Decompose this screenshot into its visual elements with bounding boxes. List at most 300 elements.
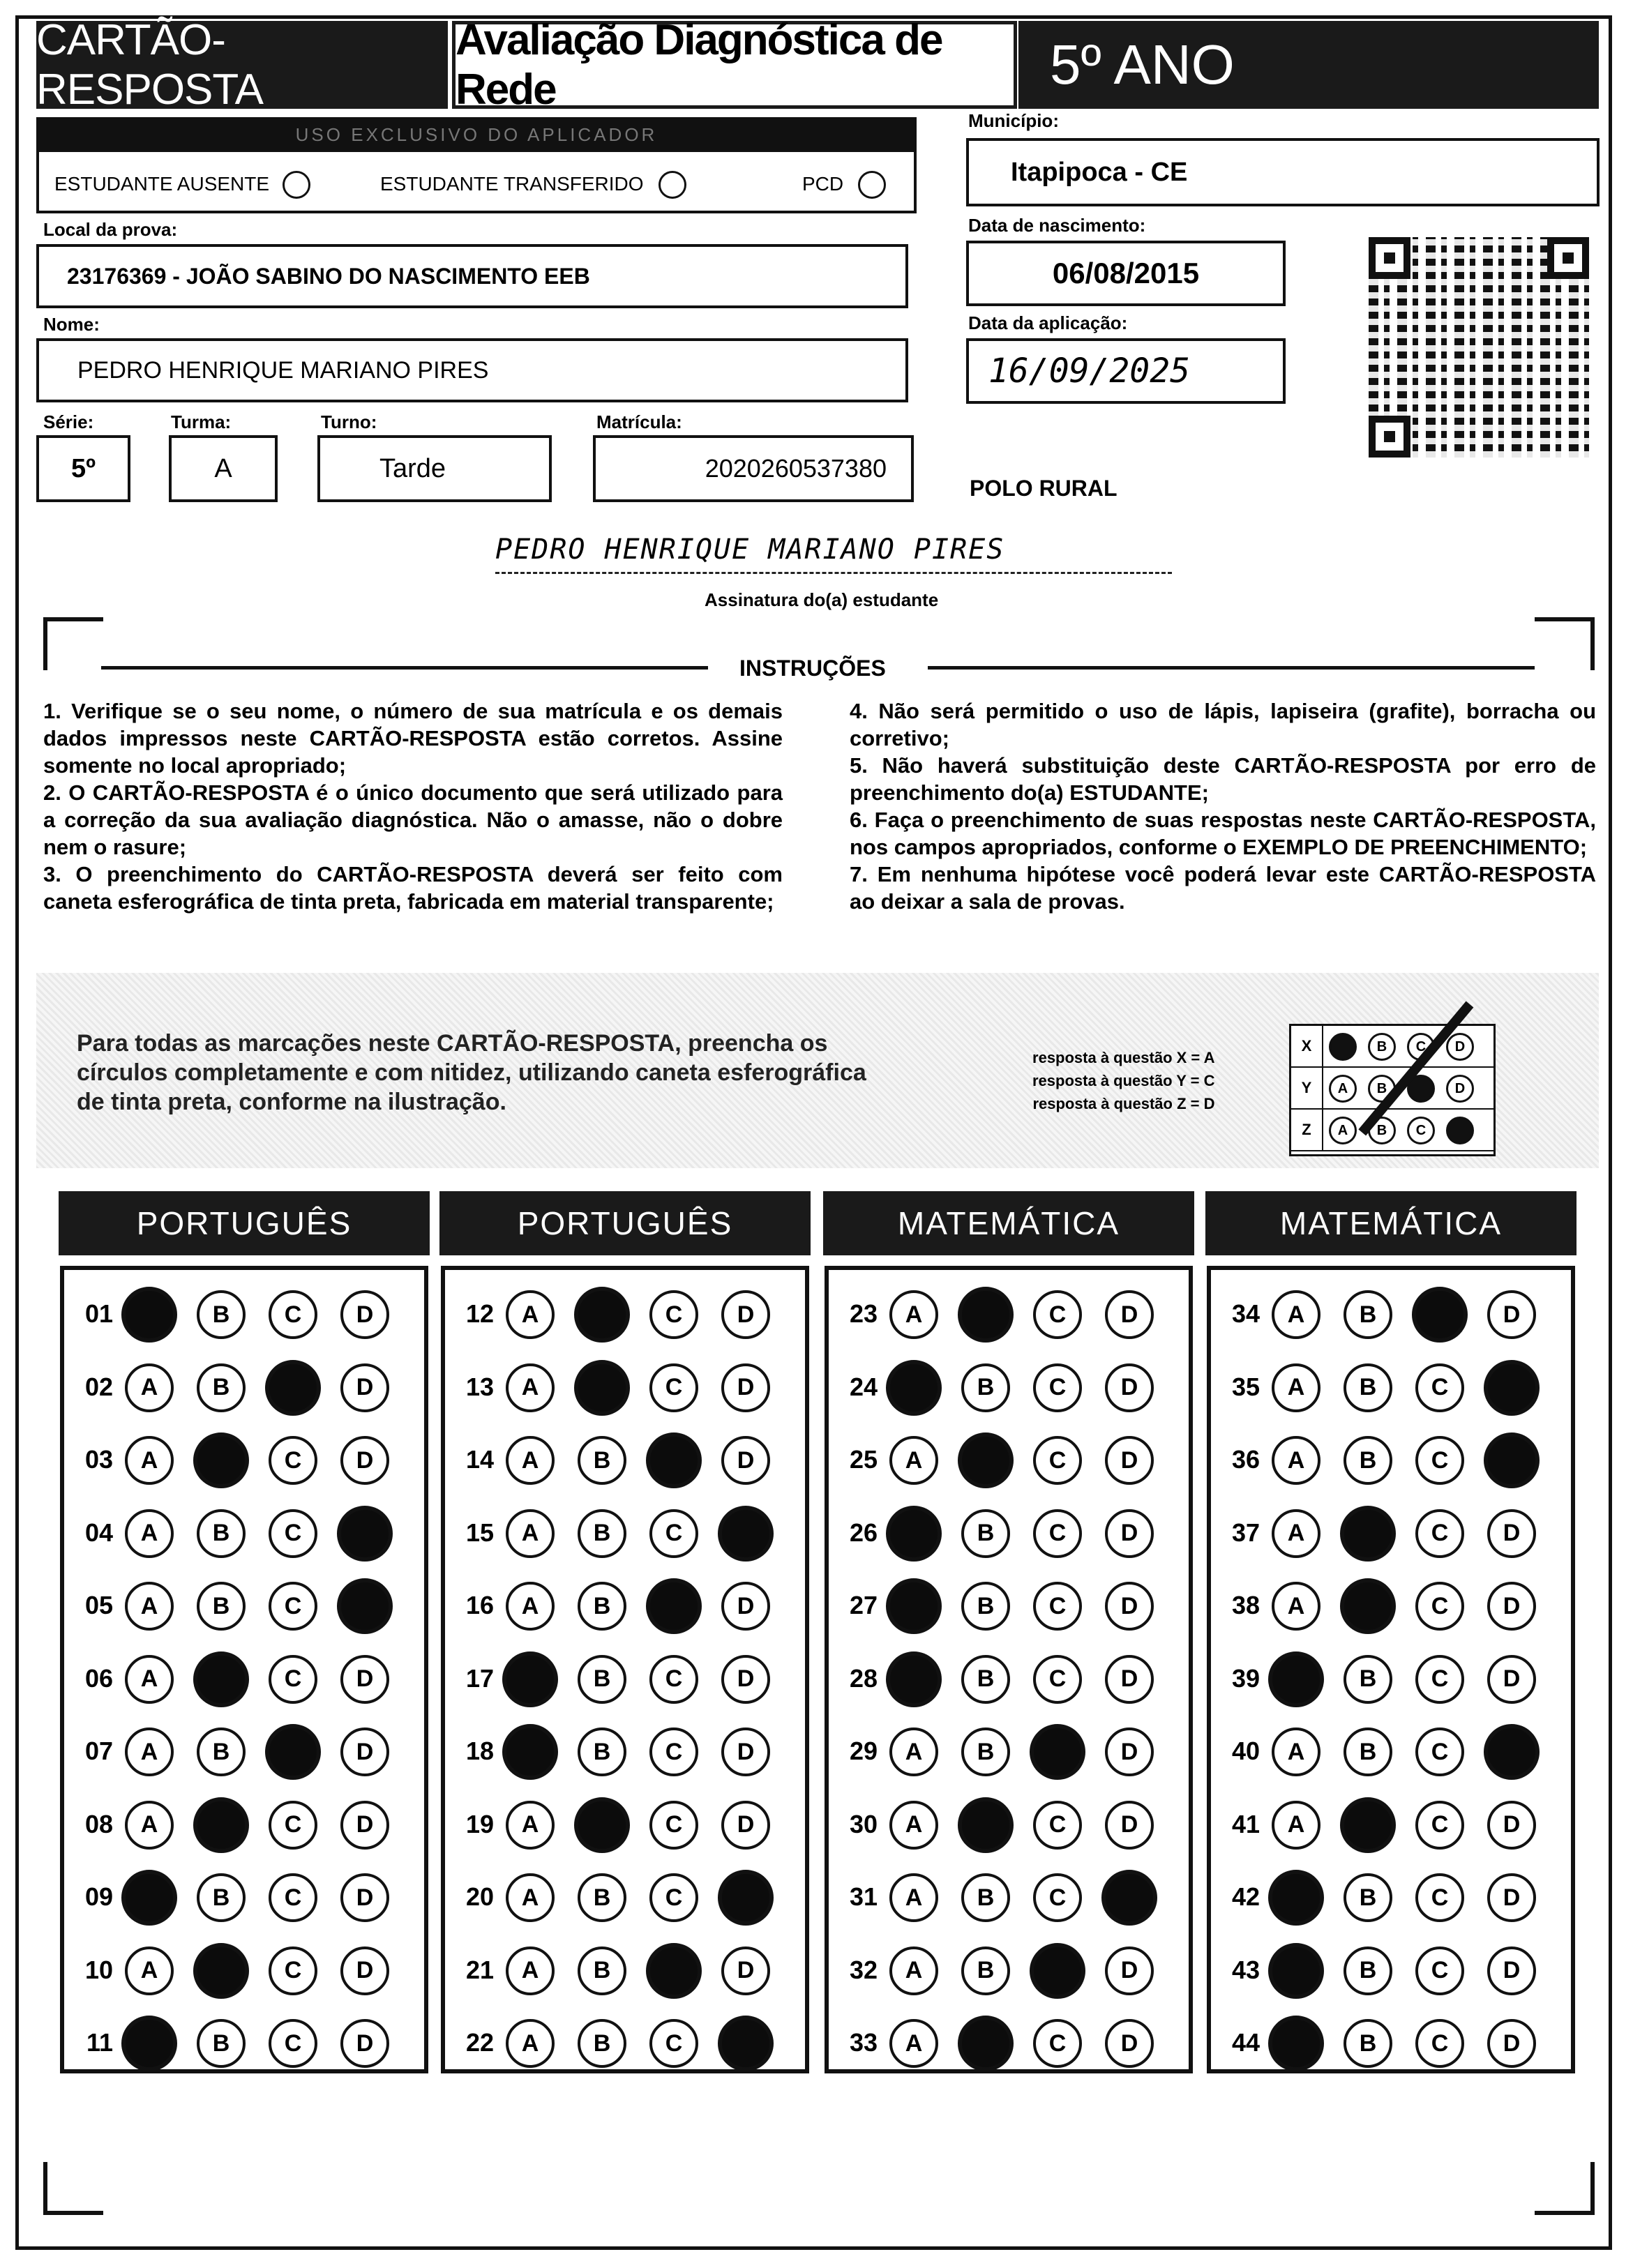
question-number: 17: [465, 1663, 494, 1693]
answer-bubble-02-b[interactable]: B: [197, 1363, 246, 1412]
answer-bubble-38-a[interactable]: A: [1272, 1582, 1320, 1631]
answer-bubble-14-a[interactable]: A: [506, 1436, 555, 1485]
answer-bubble-40-a[interactable]: A: [1272, 1728, 1320, 1776]
answer-bubble-13-d[interactable]: D: [721, 1363, 770, 1412]
answer-bubble-12-a[interactable]: A: [506, 1290, 555, 1339]
example-legend-item: resposta à questão X = A: [1032, 1049, 1215, 1066]
answer-bubble-22-b[interactable]: B: [578, 2019, 626, 2068]
student-signature: PEDRO HENRIQUE MARIANO PIRES: [495, 534, 1005, 566]
instruction-item: 5. Não haverá substituição deste CARTÃO-RESPOSTA por erro de preenchimento do(a) ESTUDANTE;: [850, 753, 1596, 805]
answer-bubble-30-b[interactable]: [958, 1797, 1014, 1853]
section-title: PORTUGUÊS: [439, 1191, 811, 1255]
section-title: PORTUGUÊS: [59, 1191, 430, 1255]
instruction-item: 3. O preenchimento do CARTÃO-RESPOSTA deverá ser feito com caneta esferográfica de tinta preta, fabricada em material transparente;: [43, 862, 783, 914]
answer-bubble-27-b[interactable]: B: [961, 1582, 1010, 1631]
answer-bubble-23-d[interactable]: D: [1105, 1290, 1154, 1339]
question-number: 28: [849, 1663, 878, 1693]
answer-bubble-30-a[interactable]: A: [889, 1801, 938, 1850]
answer-bubble-13-c[interactable]: C: [649, 1363, 698, 1412]
application-date-label: Data da aplicação:: [968, 312, 1128, 333]
answer-bubble-16-d[interactable]: D: [721, 1582, 770, 1631]
answer-bubble-05-b[interactable]: B: [197, 1582, 246, 1631]
instructions-rule-right: [928, 666, 1535, 670]
question-number: 16: [465, 1591, 494, 1619]
question-number: 15: [465, 1518, 494, 1547]
answer-bubble-33-d[interactable]: D: [1105, 2019, 1154, 2068]
answer-bubble-25-d[interactable]: D: [1105, 1436, 1154, 1485]
answer-bubble-20-d[interactable]: [718, 1870, 774, 1926]
answer-bubble-16-c[interactable]: [646, 1578, 702, 1634]
answer-bubble-37-a[interactable]: A: [1272, 1509, 1320, 1558]
answer-bubble-22-d[interactable]: [718, 2016, 774, 2071]
answer-bubble-08-c[interactable]: C: [269, 1801, 317, 1850]
question-number: 12: [465, 1299, 494, 1328]
answer-bubble-01-d[interactable]: D: [340, 1290, 389, 1339]
answer-bubble-13-a[interactable]: A: [506, 1363, 555, 1412]
answer-bubble-38-c[interactable]: C: [1415, 1582, 1464, 1631]
instructions-rule-left: [101, 666, 708, 670]
answer-bubble-35-b[interactable]: B: [1344, 1363, 1392, 1412]
answer-bubble-11-b[interactable]: B: [197, 2019, 246, 2068]
answer-bubble-31-c[interactable]: C: [1033, 1873, 1082, 1922]
answer-bubble-06-b[interactable]: [193, 1651, 249, 1707]
example-bubble-a: [1329, 1033, 1357, 1061]
answer-bubble-18-c[interactable]: C: [649, 1728, 698, 1776]
answer-bubble-35-d[interactable]: [1484, 1360, 1540, 1416]
example-row-label: Y: [1291, 1068, 1323, 1108]
example-row: [1291, 1110, 1493, 1151]
question-number: 13: [465, 1372, 494, 1401]
question-number: 33: [849, 2028, 878, 2057]
answer-bubble-29-d[interactable]: D: [1105, 1728, 1154, 1776]
answer-bubble-10-b[interactable]: [193, 1943, 249, 1999]
answer-bubble-29-a[interactable]: A: [889, 1728, 938, 1776]
answer-bubble-26-b[interactable]: B: [961, 1509, 1010, 1558]
birthdate-label: Data de nascimento:: [968, 215, 1146, 236]
example-bubble-c: C: [1407, 1117, 1435, 1144]
birthdate-value: 06/08/2015: [1052, 257, 1200, 289]
corner-bracket-tr: [1535, 617, 1595, 670]
answer-bubble-16-a[interactable]: A: [506, 1582, 555, 1631]
example-row-label: X: [1291, 1026, 1323, 1066]
name-field: [36, 338, 908, 402]
answer-bubble-37-d[interactable]: D: [1487, 1509, 1536, 1558]
answer-bubble-41-b[interactable]: [1340, 1797, 1396, 1853]
answer-bubble-03-b[interactable]: [193, 1432, 249, 1488]
answer-bubble-07-b[interactable]: B: [197, 1728, 246, 1776]
answer-bubble-10-d[interactable]: D: [340, 1946, 389, 1995]
answer-bubble-01-c[interactable]: C: [269, 1290, 317, 1339]
answer-bubble-32-c[interactable]: [1030, 1943, 1085, 1999]
answer-bubble-09-b[interactable]: B: [197, 1873, 246, 1922]
example-row-label: Z: [1291, 1110, 1323, 1150]
question-number: 39: [1231, 1663, 1260, 1693]
answer-bubble-20-c[interactable]: C: [649, 1873, 698, 1922]
question-number: 01: [84, 1299, 113, 1328]
instruction-item: 4. Não será permitido o uso de lápis, lapiseira (grafite), borracha ou corretivo;: [850, 699, 1596, 750]
grade-title: 5º ANO: [1018, 21, 1599, 109]
answer-bubble-21-c[interactable]: [646, 1943, 702, 1999]
answer-bubble-04-a[interactable]: A: [125, 1509, 174, 1558]
answer-bubble-11-c[interactable]: C: [269, 2019, 317, 2068]
birthdate-field: [966, 241, 1286, 306]
answer-bubble-44-c[interactable]: C: [1415, 2019, 1464, 2068]
example-row: [1291, 1026, 1493, 1068]
local-field: [36, 244, 908, 308]
answer-bubble-03-c[interactable]: C: [269, 1436, 317, 1485]
matricula-label: Matrícula:: [596, 411, 682, 432]
answer-bubble-14-b[interactable]: B: [578, 1436, 626, 1485]
answer-bubble-43-b[interactable]: B: [1344, 1946, 1392, 1995]
absent-checkbox[interactable]: [283, 171, 310, 199]
question-number: 11: [86, 2028, 113, 2057]
transferred-label: ESTUDANTE TRANSFERIDO: [380, 173, 644, 195]
answer-bubble-02-a[interactable]: A: [125, 1363, 174, 1412]
question-number: 18: [465, 1737, 494, 1765]
answer-bubble-12-b[interactable]: [574, 1287, 630, 1343]
question-number: 14: [465, 1445, 494, 1474]
question-number: 35: [1231, 1372, 1260, 1401]
question-number: 44: [1231, 2028, 1260, 2057]
example-bubble-b: B: [1368, 1033, 1396, 1061]
answer-bubble-15-b[interactable]: B: [578, 1509, 626, 1558]
answer-bubble-15-c[interactable]: C: [649, 1509, 698, 1558]
question-number: 03: [84, 1445, 113, 1474]
answer-bubble-34-b[interactable]: B: [1344, 1290, 1392, 1339]
turno-value: Tarde: [379, 453, 446, 483]
answer-bubble-25-a[interactable]: A: [889, 1436, 938, 1485]
answer-bubble-42-d[interactable]: D: [1487, 1873, 1536, 1922]
answer-bubble-12-d[interactable]: D: [721, 1290, 770, 1339]
answer-bubble-07-c[interactable]: [265, 1724, 321, 1780]
example-bubble-d: D: [1446, 1033, 1474, 1061]
answer-bubble-26-d[interactable]: D: [1105, 1509, 1154, 1558]
answer-bubble-41-d[interactable]: D: [1487, 1801, 1536, 1850]
answer-bubble-01-b[interactable]: B: [197, 1290, 246, 1339]
instruction-item: 2. O CARTÃO-RESPOSTA é o único documento que será utilizado para a correção da sua avaliação diagnóstica. Não o amasse, não o dobre nem o rasure;: [43, 780, 783, 859]
section-title: MATEMÁTICA: [823, 1191, 1194, 1255]
answer-bubble-39-d[interactable]: D: [1487, 1655, 1536, 1704]
answer-bubble-14-d[interactable]: D: [721, 1436, 770, 1485]
qr-code: [1369, 237, 1589, 458]
municipio-field: [966, 138, 1600, 206]
answer-bubble-20-b[interactable]: B: [578, 1873, 626, 1922]
answer-bubble-12-c[interactable]: C: [649, 1290, 698, 1339]
question-number: 07: [84, 1737, 113, 1765]
answer-bubble-10-c[interactable]: C: [269, 1946, 317, 1995]
pcd-label: PCD: [802, 173, 844, 195]
answer-bubble-34-d[interactable]: D: [1487, 1290, 1536, 1339]
answer-bubble-42-a[interactable]: [1268, 1870, 1324, 1926]
name-label: Nome:: [43, 314, 100, 335]
answer-bubble-06-a[interactable]: A: [125, 1655, 174, 1704]
question-number: 27: [849, 1591, 878, 1619]
answer-bubble-43-d[interactable]: D: [1487, 1946, 1536, 1995]
answer-bubble-35-c[interactable]: C: [1415, 1363, 1464, 1412]
question-number: 31: [849, 1882, 878, 1911]
answer-bubble-05-d[interactable]: [337, 1578, 393, 1634]
pcd-checkbox[interactable]: [858, 171, 886, 199]
answer-bubble-24-a[interactable]: [886, 1360, 942, 1416]
answer-bubble-24-d[interactable]: D: [1105, 1363, 1154, 1412]
example-legend: [1032, 1046, 1214, 1115]
question-number: 36: [1231, 1445, 1260, 1474]
answer-bubble-38-d[interactable]: D: [1487, 1582, 1536, 1631]
answer-bubble-44-d[interactable]: D: [1487, 2019, 1536, 2068]
matricula-field: [593, 435, 914, 502]
name-value: PEDRO HENRIQUE MARIANO PIRES: [77, 356, 489, 384]
answer-bubble-05-a[interactable]: A: [125, 1582, 174, 1631]
question-number: 34: [1231, 1299, 1260, 1328]
question-number: 42: [1231, 1882, 1260, 1911]
question-number: 21: [465, 1955, 494, 1984]
question-number: 25: [849, 1445, 878, 1474]
answer-bubble-06-c[interactable]: C: [269, 1655, 317, 1704]
instruction-item: 1. Verifique se o seu nome, o número de sua matrícula e os demais dados impressos neste CARTÃO-RESPOSTA estão corretos. Assine somente no local apropriado;: [43, 699, 783, 778]
answer-bubble-31-a[interactable]: A: [889, 1873, 938, 1922]
answer-bubble-42-b[interactable]: B: [1344, 1873, 1392, 1922]
answer-bubble-21-a[interactable]: A: [506, 1946, 555, 1995]
instruction-item: 6. Faça o preenchimento de suas respostas neste CARTÃO-RESPOSTA, nos campos apropriados, conforme o EXEMPLO DE PREENCHIMENTO;: [850, 808, 1596, 859]
question-number: 08: [84, 1809, 113, 1838]
answer-bubble-34-a[interactable]: A: [1272, 1290, 1320, 1339]
answer-bubble-39-c[interactable]: C: [1415, 1655, 1464, 1704]
serie-field: [36, 435, 130, 502]
answer-bubble-29-c[interactable]: [1030, 1724, 1085, 1780]
answer-bubble-30-c[interactable]: C: [1033, 1801, 1082, 1850]
example-text: Para todas as marcações neste CARTÃO-RESPOSTA, preencha os círculos completamente e com nitidez, utilizando caneta esferográfica de tinta preta, conforme na ilustração.: [77, 1030, 866, 1115]
local-value: 23176369 - JOÃO SABINO DO NASCIMENTO EEB: [67, 263, 590, 289]
answer-bubble-27-c[interactable]: C: [1033, 1582, 1082, 1631]
answer-bubble-08-b[interactable]: [193, 1797, 249, 1853]
answer-bubble-30-d[interactable]: D: [1105, 1801, 1154, 1850]
absent-label: ESTUDANTE AUSENTE: [54, 173, 270, 195]
answer-bubble-28-a[interactable]: [886, 1651, 942, 1707]
polo-label: POLO RURAL: [970, 476, 1117, 501]
answer-bubble-39-b[interactable]: B: [1344, 1655, 1392, 1704]
answer-bubble-39-a[interactable]: [1268, 1651, 1324, 1707]
answer-bubble-34-c[interactable]: [1412, 1287, 1468, 1343]
question-number: 23: [849, 1299, 878, 1328]
turma-label: Turma:: [171, 411, 232, 432]
answer-bubble-28-b[interactable]: B: [961, 1655, 1010, 1704]
answer-bubble-14-c[interactable]: [646, 1432, 702, 1488]
question-number: 22: [465, 2028, 494, 2057]
turma-value: A: [214, 453, 232, 483]
answer-bubble-37-b[interactable]: [1340, 1506, 1396, 1562]
transferred-checkbox[interactable]: [659, 171, 686, 199]
answer-bubble-40-d[interactable]: [1484, 1724, 1540, 1780]
answer-bubble-02-d[interactable]: D: [340, 1363, 389, 1412]
answer-bubble-16-b[interactable]: B: [578, 1582, 626, 1631]
answer-bubble-21-b[interactable]: B: [578, 1946, 626, 1995]
answer-bubble-24-b[interactable]: B: [961, 1363, 1010, 1412]
corner-bracket-br: [1535, 2162, 1595, 2215]
question-number: 19: [465, 1809, 494, 1838]
answer-bubble-40-c[interactable]: C: [1415, 1728, 1464, 1776]
answer-bubble-10-a[interactable]: A: [125, 1946, 174, 1995]
turno-label: Turno:: [321, 411, 377, 432]
application-date-value: 16/09/2025: [988, 351, 1190, 391]
serie-value: 5º: [70, 453, 96, 483]
answer-bubble-25-b[interactable]: [958, 1432, 1014, 1488]
answer-bubble-17-d[interactable]: D: [721, 1655, 770, 1704]
question-number: 29: [849, 1737, 878, 1765]
answer-bubble-17-c[interactable]: C: [649, 1655, 698, 1704]
answer-bubble-28-c[interactable]: C: [1033, 1655, 1082, 1704]
question-number: 41: [1231, 1809, 1260, 1838]
answer-bubble-33-b[interactable]: [958, 2016, 1014, 2071]
answer-bubble-15-d[interactable]: [718, 1506, 774, 1562]
answer-bubble-32-d[interactable]: D: [1105, 1946, 1154, 1995]
question-number: 06: [84, 1663, 113, 1693]
example-bubble-a: A: [1329, 1117, 1357, 1144]
answer-bubble-44-b[interactable]: B: [1344, 2019, 1392, 2068]
corner-bracket-tl: [43, 617, 103, 670]
municipio-label: Município:: [968, 110, 1059, 131]
answer-bubble-24-c[interactable]: C: [1033, 1363, 1082, 1412]
example-bubble-b: B: [1368, 1117, 1396, 1144]
answer-bubble-13-b[interactable]: [574, 1360, 630, 1416]
answer-bubble-08-d[interactable]: D: [340, 1801, 389, 1850]
question-number: 32: [849, 1955, 878, 1984]
turma-field: [169, 435, 278, 502]
instructions-title: INSTRUÇÕES: [739, 656, 886, 681]
answer-bubble-19-d[interactable]: D: [721, 1801, 770, 1850]
municipio-value: Itapipoca - CE: [1011, 157, 1188, 187]
answer-bubble-26-a[interactable]: [886, 1506, 942, 1562]
answer-bubble-28-d[interactable]: D: [1105, 1655, 1154, 1704]
answer-bubble-03-a[interactable]: A: [125, 1436, 174, 1485]
section-title: MATEMÁTICA: [1205, 1191, 1576, 1255]
question-number: 05: [84, 1591, 113, 1619]
answer-bubble-41-c[interactable]: C: [1415, 1801, 1464, 1850]
answer-bubble-09-a[interactable]: [121, 1870, 177, 1926]
answer-bubble-05-c[interactable]: C: [269, 1582, 317, 1631]
answer-bubble-43-a[interactable]: [1268, 1943, 1324, 1999]
answer-bubble-27-d[interactable]: D: [1105, 1582, 1154, 1631]
answer-bubble-17-b[interactable]: B: [578, 1655, 626, 1704]
answer-bubble-09-c[interactable]: C: [269, 1873, 317, 1922]
question-number: 04: [84, 1518, 113, 1547]
applicator-bar: USO EXCLUSIVO DO APLICADOR: [36, 117, 917, 152]
example-bubble-a: A: [1329, 1075, 1357, 1103]
answer-bubble-08-a[interactable]: A: [125, 1801, 174, 1850]
answer-bubble-03-d[interactable]: D: [340, 1436, 389, 1485]
instructions-left: [43, 697, 783, 915]
signature-line: [495, 572, 1172, 574]
answer-bubble-22-c[interactable]: C: [649, 2019, 698, 2068]
answer-bubble-17-a[interactable]: [502, 1651, 558, 1707]
answer-bubble-23-a[interactable]: A: [889, 1290, 938, 1339]
answer-bubble-04-d[interactable]: [337, 1506, 393, 1562]
answer-bubble-38-b[interactable]: [1340, 1578, 1396, 1634]
answer-bubble-40-b[interactable]: B: [1344, 1728, 1392, 1776]
answer-bubble-37-c[interactable]: C: [1415, 1509, 1464, 1558]
answer-bubble-04-b[interactable]: B: [197, 1509, 246, 1558]
example-legend-item: resposta à questão Z = D: [1032, 1095, 1215, 1112]
answer-bubble-41-a[interactable]: A: [1272, 1801, 1320, 1850]
answer-bubble-29-b[interactable]: B: [961, 1728, 1010, 1776]
answer-bubble-11-a[interactable]: [121, 2016, 177, 2071]
answer-bubble-02-c[interactable]: [265, 1360, 321, 1416]
question-number: 02: [84, 1372, 113, 1401]
answer-bubble-35-a[interactable]: A: [1272, 1363, 1320, 1412]
answer-bubble-36-d[interactable]: [1484, 1432, 1540, 1488]
answer-bubble-15-a[interactable]: A: [506, 1509, 555, 1558]
answer-bubble-21-d[interactable]: D: [721, 1946, 770, 1995]
answer-bubble-22-a[interactable]: A: [506, 2019, 555, 2068]
question-number: 26: [849, 1518, 878, 1547]
turno-field: [317, 435, 552, 502]
answer-bubble-31-b[interactable]: B: [961, 1873, 1010, 1922]
answer-bubble-36-b[interactable]: B: [1344, 1436, 1392, 1485]
answer-bubble-20-a[interactable]: A: [506, 1873, 555, 1922]
answer-bubble-43-c[interactable]: C: [1415, 1946, 1464, 1995]
instruction-item: 7. Em nenhuma hipótese você poderá levar este CARTÃO-RESPOSTA ao deixar a sala de provas.: [850, 862, 1596, 914]
answer-bubble-23-c[interactable]: C: [1033, 1290, 1082, 1339]
answer-bubble-33-c[interactable]: C: [1033, 2019, 1082, 2068]
answer-bubble-42-c[interactable]: C: [1415, 1873, 1464, 1922]
answer-bubble-27-a[interactable]: [886, 1578, 942, 1634]
answer-bubble-07-d[interactable]: D: [340, 1728, 389, 1776]
matricula-value: 2020260537380: [705, 454, 887, 483]
answer-bubble-19-b[interactable]: [574, 1797, 630, 1853]
answer-bubble-31-d[interactable]: [1101, 1870, 1157, 1926]
answer-bubble-01-a[interactable]: [121, 1287, 177, 1343]
card-title: CARTÃO-RESPOSTA: [36, 21, 448, 109]
answer-bubble-36-c[interactable]: C: [1415, 1436, 1464, 1485]
answer-bubble-32-b[interactable]: B: [961, 1946, 1010, 1995]
answer-bubble-23-b[interactable]: [958, 1287, 1014, 1343]
serie-label: Série:: [43, 411, 94, 432]
application-date-field[interactable]: [966, 338, 1286, 404]
question-number: 09: [84, 1882, 113, 1911]
question-number: 10: [84, 1955, 113, 1984]
signature-caption: Assinatura do(a) estudante: [705, 589, 939, 610]
question-number: 37: [1231, 1518, 1260, 1547]
question-number: 38: [1231, 1591, 1260, 1619]
answer-bubble-04-c[interactable]: C: [269, 1509, 317, 1558]
answer-bubble-32-a[interactable]: A: [889, 1946, 938, 1995]
answer-bubble-26-c[interactable]: C: [1033, 1509, 1082, 1558]
answer-bubble-18-a[interactable]: [502, 1724, 558, 1780]
answer-bubble-19-a[interactable]: A: [506, 1801, 555, 1850]
example-bubble-d: D: [1446, 1075, 1474, 1103]
answer-bubble-06-d[interactable]: D: [340, 1655, 389, 1704]
local-label: Local da prova:: [43, 219, 178, 240]
answer-bubble-07-a[interactable]: A: [125, 1728, 174, 1776]
corner-bracket-bl: [43, 2162, 103, 2215]
question-number: 24: [849, 1372, 878, 1401]
answer-bubble-11-d[interactable]: D: [340, 2019, 389, 2068]
example-legend-item: resposta à questão Y = C: [1032, 1072, 1215, 1089]
answer-bubble-09-d[interactable]: D: [340, 1873, 389, 1922]
instructions-right: [850, 697, 1596, 915]
answer-bubble-18-d[interactable]: D: [721, 1728, 770, 1776]
answer-bubble-33-a[interactable]: A: [889, 2019, 938, 2068]
example-bubble-d: [1446, 1117, 1474, 1144]
evaluation-title: Avaliação Diagnóstica de Rede: [452, 21, 1017, 109]
answer-bubble-25-c[interactable]: C: [1033, 1436, 1082, 1485]
answer-bubble-19-c[interactable]: C: [649, 1801, 698, 1850]
question-number: 40: [1231, 1737, 1260, 1765]
answer-bubble-36-a[interactable]: A: [1272, 1436, 1320, 1485]
answer-bubble-44-a[interactable]: [1268, 2016, 1324, 2071]
question-number: 20: [465, 1882, 494, 1911]
example-bubble-b: B: [1368, 1075, 1396, 1103]
answer-bubble-18-b[interactable]: B: [578, 1728, 626, 1776]
